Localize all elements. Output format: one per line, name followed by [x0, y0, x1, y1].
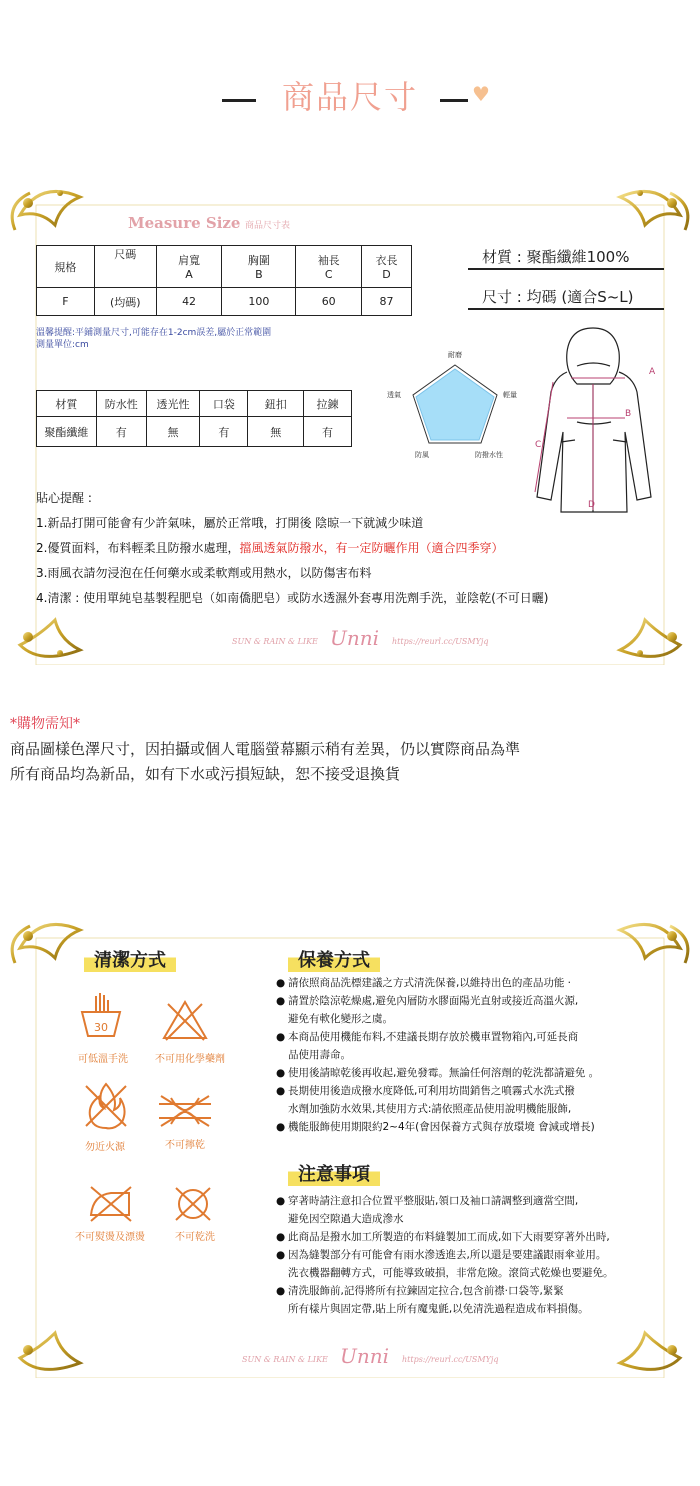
no-wring-icon	[155, 1092, 215, 1128]
brand-url: https://reurl.cc/USMYjq	[392, 637, 489, 646]
measure-note: 溫馨提醒:平鋪測量尺寸,可能存在1-2cm誤差,屬於正常範圍	[36, 328, 272, 338]
radar-label: 防風	[415, 451, 429, 459]
material-underline	[468, 268, 664, 270]
list-item: ● 此商品是撥水加工所製造的布料縫製加工而成,如下大雨要穿著外出時,	[276, 1231, 610, 1243]
measure-title: Measure Size	[128, 214, 241, 232]
measure-unit: 測量單位:cm	[36, 340, 89, 350]
radar-label: 透氣	[387, 391, 401, 399]
coat-label: A	[649, 367, 656, 377]
list-item: ● 因為縫製部分有可能會有雨水滲透進去,所以還是要建議跟雨傘並用。	[276, 1249, 607, 1261]
list-item: ● 請依照商品洗標建議之方式清洗保養,以維持出色的產品功能 ·	[276, 977, 572, 989]
heart-icon: ♥	[472, 82, 490, 106]
table-header: 透光性	[146, 391, 200, 417]
list-item: 水劑加強防水效果,其使用方式:請依照產品使用說明機能服飾,	[288, 1103, 572, 1115]
clean-title: 清潔方式	[84, 946, 176, 972]
table-header: 袖長 C	[296, 246, 362, 288]
table-cell: 42	[156, 288, 222, 316]
list-item: ● 清洗服飾前,記得將所有拉鍊固定拉合,包含前襟·口袋等,緊緊	[276, 1285, 564, 1297]
tip-item: 4.清潔 : 使用單純皂基製程肥皂（如南僑肥皂）或防水透濕外套專用洗劑手洗，並陰乾(不可日曬)	[36, 591, 549, 605]
table-cell: 有	[96, 417, 146, 447]
table-header: 防水性	[96, 391, 146, 417]
tip-item: 3.雨風衣請勿浸泡在任何藥水或柔軟劑或用熱水，以防傷害布料	[36, 566, 372, 580]
list-item: 品使用壽命。	[288, 1049, 351, 1061]
table-header: 鈕扣	[248, 391, 304, 417]
care-icon-label: 可低溫手洗	[78, 1054, 128, 1065]
table-cell: 有	[200, 417, 248, 447]
keep-list	[276, 974, 676, 1136]
hand-wash-30-icon	[78, 990, 124, 1040]
table-row	[37, 417, 352, 447]
care-icon-label: 勿近火源	[85, 1142, 125, 1153]
list-item: ● 機能服飾使用期限約2~4年(會因保養方式與存放環境 會減或增長)	[276, 1121, 595, 1133]
table-cell: (均碼)	[94, 288, 156, 316]
no-iron-icon	[85, 1183, 135, 1223]
notice-heading: *購物需知*	[10, 716, 80, 732]
table-cell: 聚酯纖維	[37, 417, 97, 447]
table-cell: F	[37, 288, 95, 316]
signature-text: SUN & RAIN & LIKE	[232, 637, 318, 646]
table-header: 口袋	[200, 391, 248, 417]
table-header: 胸圍 B	[222, 246, 296, 288]
brand-logo: Unni	[340, 1344, 390, 1368]
size-underline	[468, 308, 664, 310]
tips-block	[36, 486, 656, 611]
radar-area	[416, 369, 494, 440]
list-item: ● 請置於陰涼乾燥處,避免內層防水膠面陽光直射或接近高溫火源,	[276, 995, 579, 1007]
list-item: ● 穿著時請注意扣合位置平整服貼,領口及袖口請調整到適當空間,	[276, 1195, 579, 1207]
table-cell: 60	[296, 288, 362, 316]
size-text: 尺寸 : 均碼 (適合S~L)	[482, 288, 634, 306]
tip-item: 2.優質面料，布料輕柔且防撥水處理，擋風透氣防撥水，有一定防曬作用（適合四季穿）	[36, 541, 504, 555]
table-cell: 87	[362, 288, 412, 316]
list-item: ● 本商品使用機能布料,不建議長期存放於機車置物箱內,可延長商	[276, 1031, 579, 1043]
keep-title: 保養方式	[288, 946, 380, 972]
no-fire-icon	[82, 1080, 130, 1130]
tip-item: 1.新品打開可能會有少許氣味，屬於正常哦，打開後 陰晾一下就減少味道	[36, 516, 424, 530]
measure-subtitle: 商品尺寸表	[245, 221, 291, 231]
coat-label: C	[535, 440, 542, 450]
table-header: 尺碼	[94, 246, 156, 288]
care-icon-label: 不可熨燙及漂燙	[75, 1232, 145, 1243]
radar-label: 輕量	[503, 391, 517, 399]
material-text: 材質 : 聚酯纖維100%	[482, 248, 630, 266]
brand-url: https://reurl.cc/USMYjq	[402, 1355, 499, 1364]
list-item: 避免有軟化變形之虞。	[288, 1013, 393, 1025]
care-icon-label: 不可用化學藥劑	[155, 1054, 225, 1065]
table-cell: 無	[146, 417, 200, 447]
table-cell: 有	[304, 417, 352, 447]
attention-list	[276, 1192, 686, 1318]
notice-line: 商品圖樣色澤尺寸，因拍攝或個人電腦螢幕顯示稍有差異，仍以實際商品為準	[10, 740, 521, 758]
notice-line: 所有商品均為新品，如有下水或污損短缺，恕不接受退換貨	[10, 765, 401, 783]
tips-title: 貼心提醒 :	[36, 491, 92, 505]
brand-logo: Unni	[330, 626, 380, 650]
care-icon-label: 不可乾洗	[175, 1232, 215, 1243]
page-title: 商品尺寸	[282, 78, 419, 116]
coat-label: B	[625, 409, 632, 419]
table-header: 規格	[37, 246, 95, 288]
list-item: 洗衣機器翻轉方式，可能導致破損，非常危險。滾筒式乾燥也要避免。	[288, 1267, 614, 1279]
svg-text:30: 30	[94, 1021, 108, 1034]
care-icon-label: 不可擰乾	[165, 1140, 205, 1151]
radar-label: 耐磨	[448, 351, 462, 359]
table-row	[37, 288, 412, 316]
table-cell: 無	[248, 417, 304, 447]
no-dryclean-icon	[172, 1184, 214, 1224]
no-bleach-icon	[160, 998, 210, 1042]
feature-table	[36, 390, 352, 447]
header-line-left	[222, 99, 256, 102]
list-item: ● 使用後請晾乾後再收起,避免發霉。無論任何溶劑的乾洗都請避免 。	[276, 1067, 600, 1079]
attention-title: 注意事項	[288, 1160, 380, 1186]
signature-text: SUN & RAIN & LIKE	[242, 1355, 328, 1364]
list-item: 避免因空隙過大造成滲水	[288, 1213, 404, 1225]
list-item: ● 長期使用後造成撥水度降低,可利用坊間銷售之噴霧式水洗式撥	[276, 1085, 575, 1097]
header-line-right	[440, 99, 468, 102]
table-cell: 100	[222, 288, 296, 316]
list-item: 所有樣片與固定帶,貼上所有魔鬼氈,以免清洗過程造成布料損傷。	[288, 1303, 589, 1315]
table-header: 材質	[37, 391, 97, 417]
table-header: 拉鍊	[304, 391, 352, 417]
table-header: 衣長 D	[362, 246, 412, 288]
coat-label: D	[588, 500, 595, 510]
radar-label: 防撥水性	[475, 451, 503, 459]
table-header: 肩寬 A	[156, 246, 222, 288]
feature-radar	[385, 345, 525, 460]
size-table	[36, 245, 412, 316]
